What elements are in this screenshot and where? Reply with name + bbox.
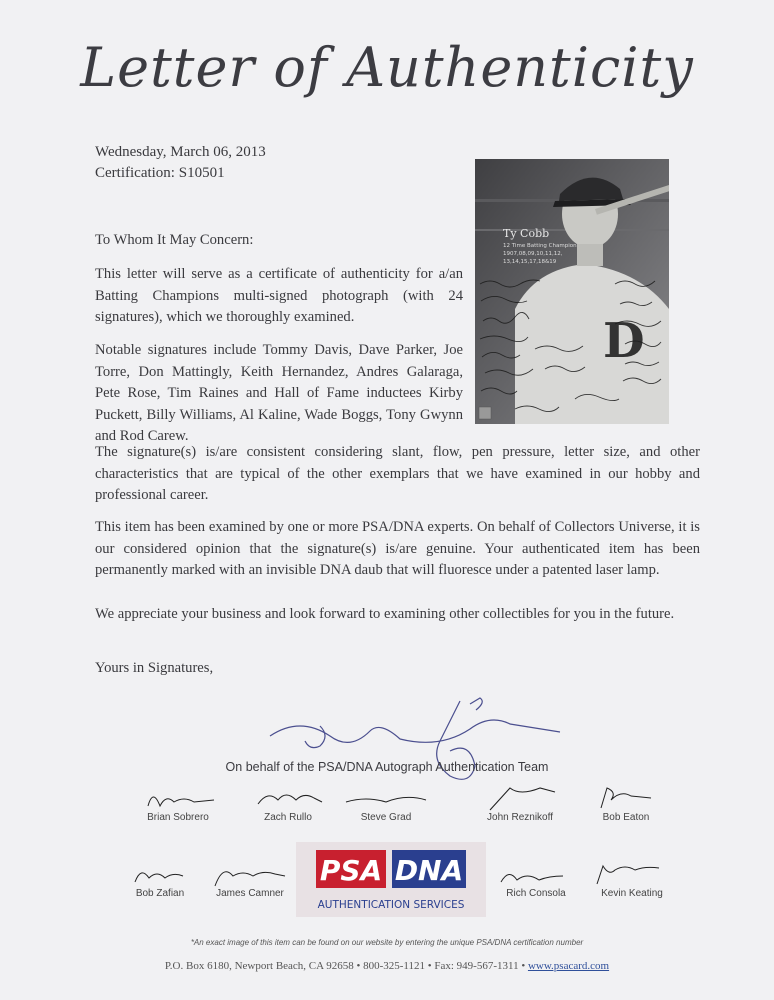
expert-signature-mark: [205, 862, 295, 888]
photograph-image: [475, 159, 669, 424]
expert-name: James Camner: [216, 888, 284, 899]
expert-signature-mark: [138, 786, 218, 812]
expert-signature-mark: [586, 786, 666, 812]
paragraph-intro: This letter will serve as a certificate of authenticity for a/an Batting Champions multi-signed photograph (with 24 signatures), which we thoroughly examined.: [95, 266, 463, 325]
expert-signature: [576, 786, 676, 823]
expert-name: Rich Consola: [506, 888, 566, 899]
expert-signature: [200, 862, 300, 899]
paragraph-examination: This item has been examined by one or more PSA/DNA experts. On behalf of Collectors Universe, it is our considered opinion that the signature(s) is/are genuine. Your authenticated item has been permanently marked with an invisible DNA daub that will fluoresce under a patented laser lamp.: [95, 519, 700, 578]
team-line: On behalf of the PSA/DNA Autograph Authentication Team: [225, 760, 549, 774]
paragraph-notable-signatures: Notable signatures include Tommy Davis, Dave Parker, Joe Torre, Don Mattingly, Keith Hernandez, Andres Galaraga, Pete Rose, Tim Raines and Hall of Fame inductees Kirby Puckett, Billy Williams, Al Kaline, Wade Boggs, Tony Gwynn and Rod Carew.: [95, 342, 463, 444]
item-photograph: [475, 159, 669, 424]
expert-signature-mark: [120, 862, 200, 888]
expert-name: Zach Rullo: [264, 812, 312, 823]
expert-signature-mark: [587, 862, 677, 888]
certification-number: Certification: S10501: [95, 165, 225, 181]
photo-caption-line1: 12 Time Batting Champion: [503, 243, 577, 249]
photo-caption-line2: 1907,08,09,10,11,12,: [503, 251, 563, 257]
logo-subtitle: AUTHENTICATION SERVICES: [317, 899, 465, 911]
footnote: *An exact image of this item can be found on our website by entering the unique PSA/DNA certification number: [190, 938, 584, 947]
psa-dna-logo: [296, 842, 486, 917]
paragraph-appreciation: We appreciate your business and look forward to examining other collectibles for you in the future.: [95, 606, 675, 622]
closing: Yours in Signatures,: [95, 660, 214, 676]
footer-address: [0, 960, 774, 972]
logo-graphic: [296, 842, 486, 917]
expert-signature: [582, 862, 682, 899]
expert-name: Kevin Keating: [601, 888, 663, 899]
expert-name: Bob Eaton: [602, 812, 650, 823]
photo-caption-line3: 13,14,15,17,18&19: [503, 259, 557, 265]
title-text: Letter of Authenticity: [80, 36, 694, 99]
address-text: P.O. Box 6180, Newport Beach, CA 92658 • 800-325-1121 • Fax: 949-567-1311 •: [164, 960, 528, 972]
team-signature: [260, 696, 580, 796]
logo-dna: DNA: [394, 854, 464, 887]
letter-meta: [95, 142, 266, 184]
expert-signature-mark: [475, 786, 565, 812]
expert-signature: [238, 786, 338, 823]
paragraph-consistency: The signature(s) is/are consistent considering slant, flow, pen pressure, letter size, and other characteristics that are typical of the other exemplars that we have examined in our hobby and professional career.: [95, 444, 700, 503]
expert-signature-mark: [491, 862, 581, 888]
expert-signature-mark: [341, 786, 431, 812]
expert-name: Brian Sobrero: [147, 812, 209, 823]
website-link[interactable]: www.psacard.com: [527, 960, 610, 972]
logo-psa: PSA: [319, 854, 383, 887]
expert-signature: [128, 786, 228, 823]
svg-text:D: D: [603, 313, 645, 369]
letter-date: Wednesday, March 06, 2013: [95, 144, 266, 160]
letter-title: [0, 14, 774, 114]
expert-name: Bob Zafian: [135, 888, 185, 899]
expert-signature-mark: [248, 786, 328, 812]
salutation: To Whom It May Concern:: [95, 232, 254, 248]
expert-name: Steve Grad: [360, 812, 412, 823]
expert-signature: [470, 786, 570, 823]
expert-signature: [110, 862, 210, 899]
expert-name: John Reznikoff: [487, 812, 553, 823]
expert-signature: [336, 786, 436, 823]
expert-signature: [486, 862, 586, 899]
photo-caption-name: Ty Cobb: [503, 227, 550, 240]
